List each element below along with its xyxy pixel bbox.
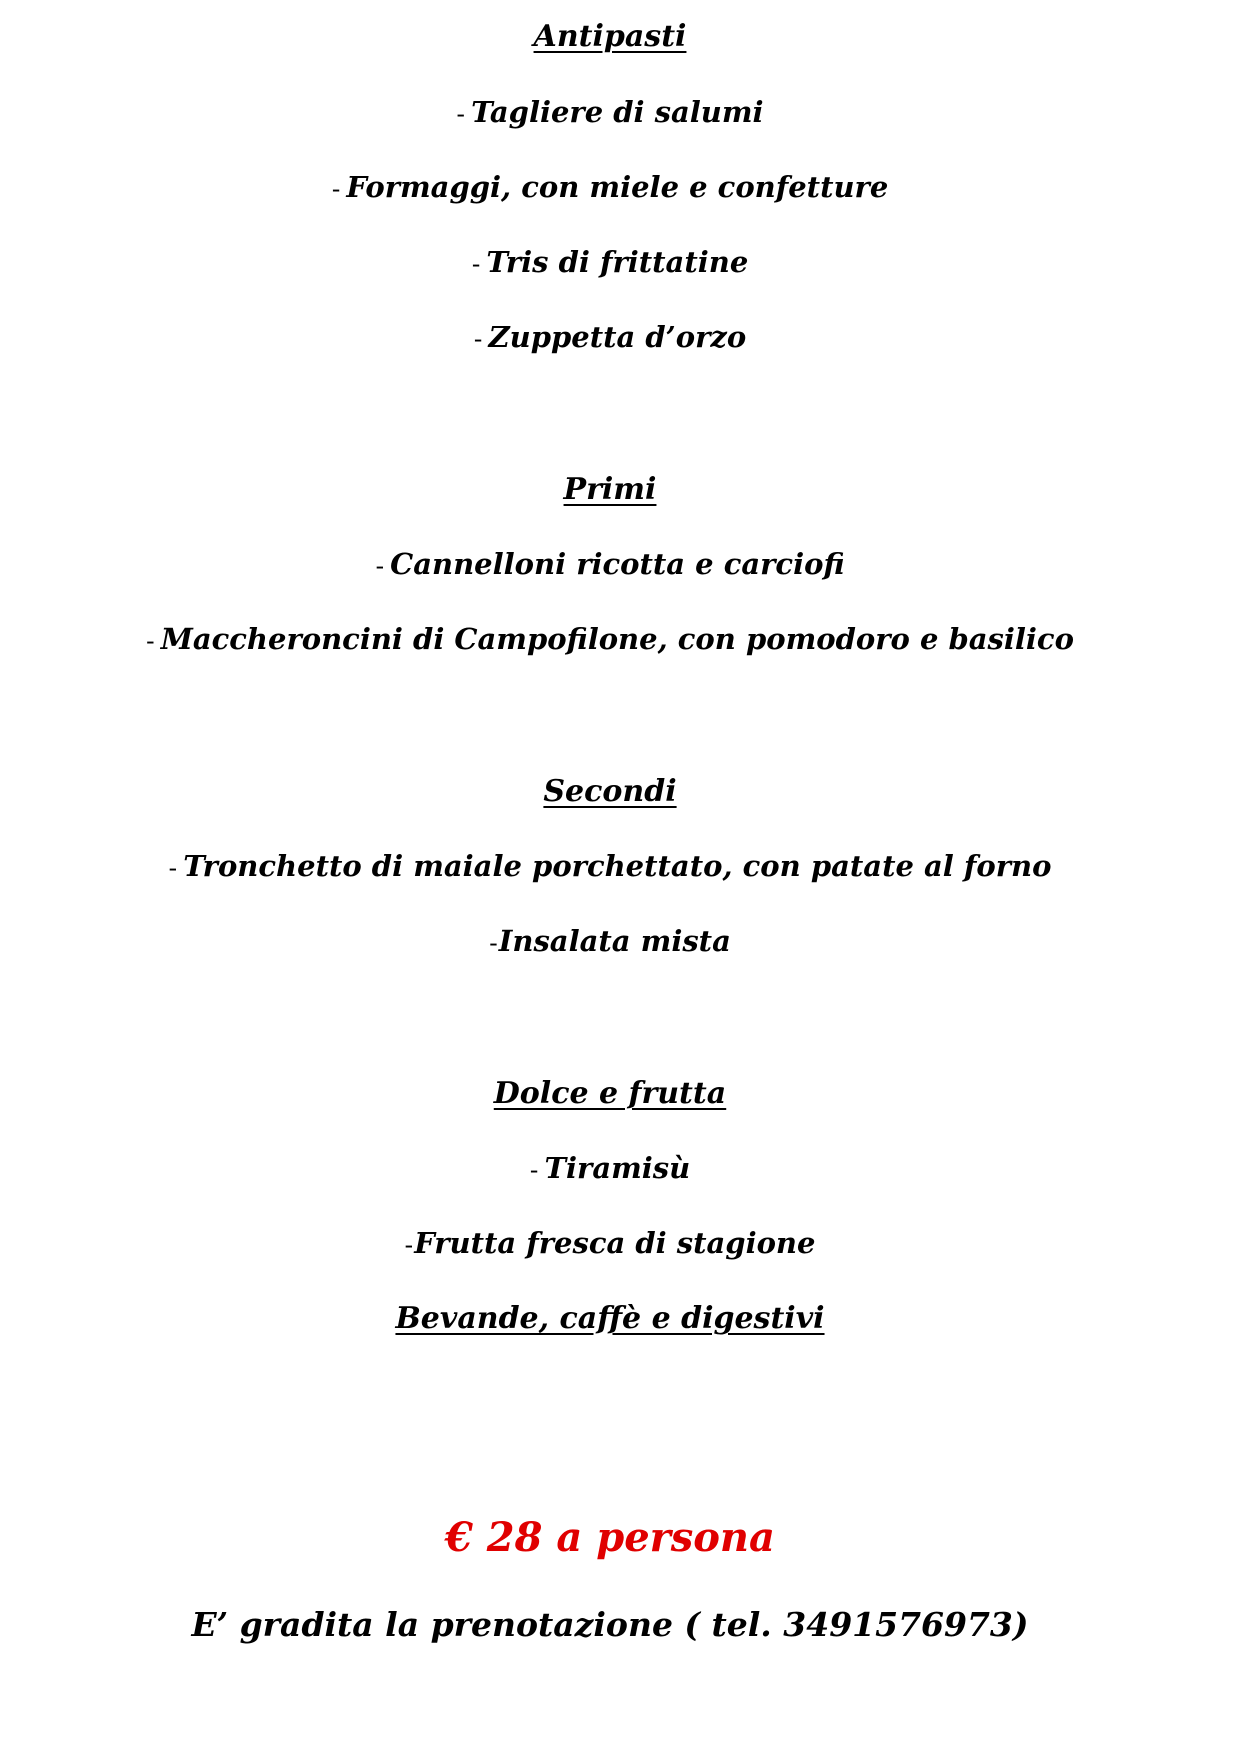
menu-item-text: Maccheroncini di Campofilone, con pomodoro e basilico	[160, 622, 1074, 656]
menu-item-text: Tiramisù	[544, 1151, 691, 1185]
reservation-text: E’ gradita la prenotazione ( tel. 3491576973)	[191, 1605, 1029, 1644]
item-dash: -	[404, 1231, 414, 1259]
menu-item-text: Cannelloni ricotta e carciofi	[390, 547, 845, 581]
item-dash: -	[331, 175, 341, 203]
item-dash: -	[168, 854, 178, 882]
item-dash: -	[473, 325, 483, 353]
menu-item	[0, 320, 1220, 354]
item-dash: -	[489, 929, 498, 957]
menu-item	[0, 170, 1220, 204]
bevande-heading: Bevande, caffè e digestivi	[395, 1301, 825, 1336]
item-dash: -	[471, 250, 481, 278]
menu-item	[0, 1151, 1220, 1185]
menu-item-text: Frutta fresca di stagione	[414, 1226, 816, 1260]
menu-item	[0, 1226, 1220, 1260]
secondi-heading: Secondi	[543, 774, 677, 809]
primi-heading: Primi	[563, 472, 657, 507]
menu-item-text: Insalata mista	[498, 924, 731, 958]
menu-item	[0, 924, 1220, 958]
item-dash: -	[375, 552, 385, 580]
menu-item	[0, 849, 1220, 883]
menu-item-text: Tronchetto di maiale porchettato, con patate al forno	[183, 849, 1052, 883]
menu-item-text: Zuppetta d’orzo	[488, 320, 747, 354]
item-dash: -	[146, 627, 155, 655]
price-text: € 28 a persona	[445, 1514, 775, 1561]
dolce-heading: Dolce e frutta	[493, 1076, 727, 1111]
menu-item-text: Tris di frittatine	[486, 245, 749, 279]
antipasti-heading: Antipasti	[533, 19, 687, 54]
menu-item-text: Formaggi, con miele e confetture	[346, 170, 889, 204]
menu-item	[0, 622, 1220, 656]
menu-item-text: Tagliere di salumi	[471, 95, 764, 129]
menu-item	[0, 547, 1220, 581]
menu-item	[0, 245, 1220, 279]
menu-item	[0, 95, 1220, 129]
item-dash: -	[456, 100, 466, 128]
item-dash: -	[529, 1156, 539, 1184]
